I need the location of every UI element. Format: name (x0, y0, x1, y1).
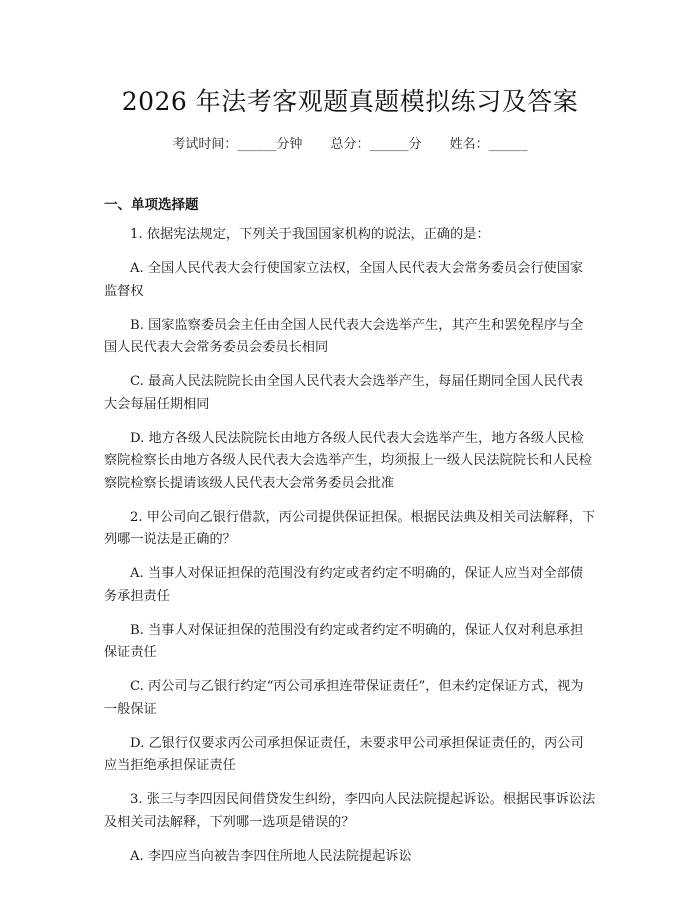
question-3-option-a: A. 李四应当向被告李四住所地人民法院提起诉讼 (130, 848, 412, 864)
question-1-option-b: B. 国家监察委员会主任由全国人民代表大会选举产生，其产生和罢免程序与全国人民代表大会常务委员会委员长相同 (104, 317, 584, 355)
question-2-stem: 2. 甲公司向乙银行借款，丙公司提供保证担保。根据民法典及相关司法解释，下列哪一说法是正确的？ (104, 509, 596, 547)
total-score-field: 总分：______分 (330, 137, 422, 152)
question-1-option-c: C. 最高人民法院院长由全国人民代表大会选举产生，每届任期同全国人民代表大会每届任期相同 (104, 374, 584, 412)
exam-meta (0, 133, 700, 152)
question-2-option-b: B. 当事人对保证担保的范围没有约定或者约定不明确的，保证人仅对利息承担保证责任 (104, 622, 584, 660)
question-2-option-d: D. 乙银行仅要求丙公司承担保证责任，未要求甲公司承担保证责任的，丙公司应当拒绝承担保证责任 (104, 735, 584, 773)
question-1-stem: 1. 依据宪法规定，下列关于我国国家机构的说法，正确的是： (130, 227, 490, 242)
student-name-field: 姓名：______ (449, 137, 528, 152)
question-1-option-d: D. 地方各级人民法院院长由地方各级人民代表大会选举产生，地方各级人民检察院检察长由地方各级人民代表大会选举产生，均须报上一级人民法院院长和人民检察院检察长提请该级人民代表大会常务委员会批准 (104, 430, 592, 491)
question-3-stem: 3. 张三与李四因民间借贷发生纠纷，李四向人民法院提起诉讼。根据民事诉讼法及相关司法解释，下列哪一选项是错误的？ (104, 792, 596, 830)
section-heading: 一、单项选择题 (104, 197, 199, 213)
exam-time-field: 考试时间：______分钟 (172, 137, 303, 152)
question-list (104, 224, 596, 880)
page-title: 2026 年法考客观题真题模拟练习及答案 (121, 87, 579, 116)
question-2-option-a: A. 当事人对保证担保的范围没有约定或者约定不明确的，保证人应当对全部债务承担责任 (104, 566, 584, 604)
question-2-option-c: C. 丙公司与乙银行约定“丙公司承担连带保证责任”，但未约定保证方式，视为一般保证 (104, 679, 584, 717)
question-1-option-a: A. 全国人民代表大会行使国家立法权，全国人民代表大会常务委员会行使国家监督权 (104, 261, 584, 299)
